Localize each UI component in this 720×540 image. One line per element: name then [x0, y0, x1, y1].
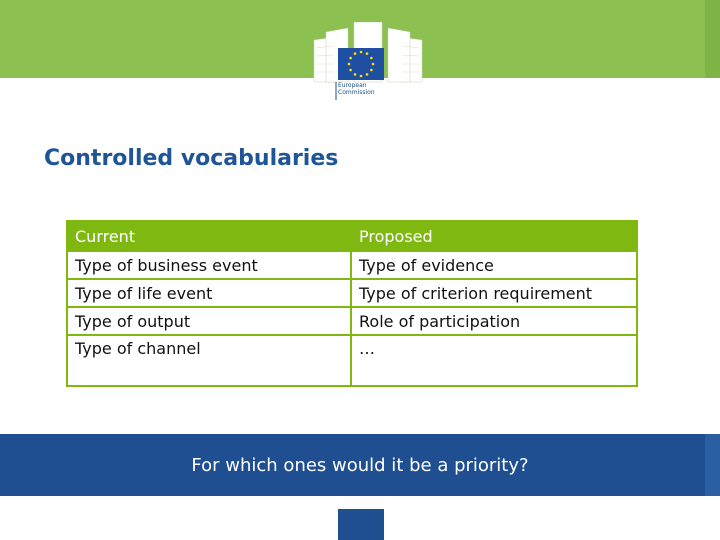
header-current: Current	[67, 221, 351, 251]
table-row	[67, 251, 637, 279]
cell-current: Type of output	[67, 307, 351, 335]
cell-proposed: Type of criterion requirement	[351, 279, 637, 307]
table-row	[67, 279, 637, 307]
header-proposed: Proposed	[351, 221, 637, 251]
question-text: For which ones would it be a priority?	[191, 455, 529, 476]
table-row	[67, 335, 637, 386]
slide-title: Controlled vocabularies	[44, 146, 339, 171]
cell-current: Type of life event	[67, 279, 351, 307]
logo-wordmark	[338, 82, 375, 96]
table-header-row	[67, 221, 637, 251]
eu-flag-icon	[338, 509, 384, 540]
top-band-edge	[705, 0, 720, 78]
cell-proposed: Type of evidence	[351, 251, 637, 279]
cell-proposed: …	[351, 335, 637, 386]
table-row	[67, 307, 637, 335]
vocabularies-table	[66, 220, 638, 387]
logo-line-1: European	[338, 82, 367, 89]
cell-proposed: Role of participation	[351, 307, 637, 335]
cell-current: Type of channel	[67, 335, 351, 386]
cell-current: Type of business event	[67, 251, 351, 279]
logo-line-2: Commission	[338, 89, 375, 96]
